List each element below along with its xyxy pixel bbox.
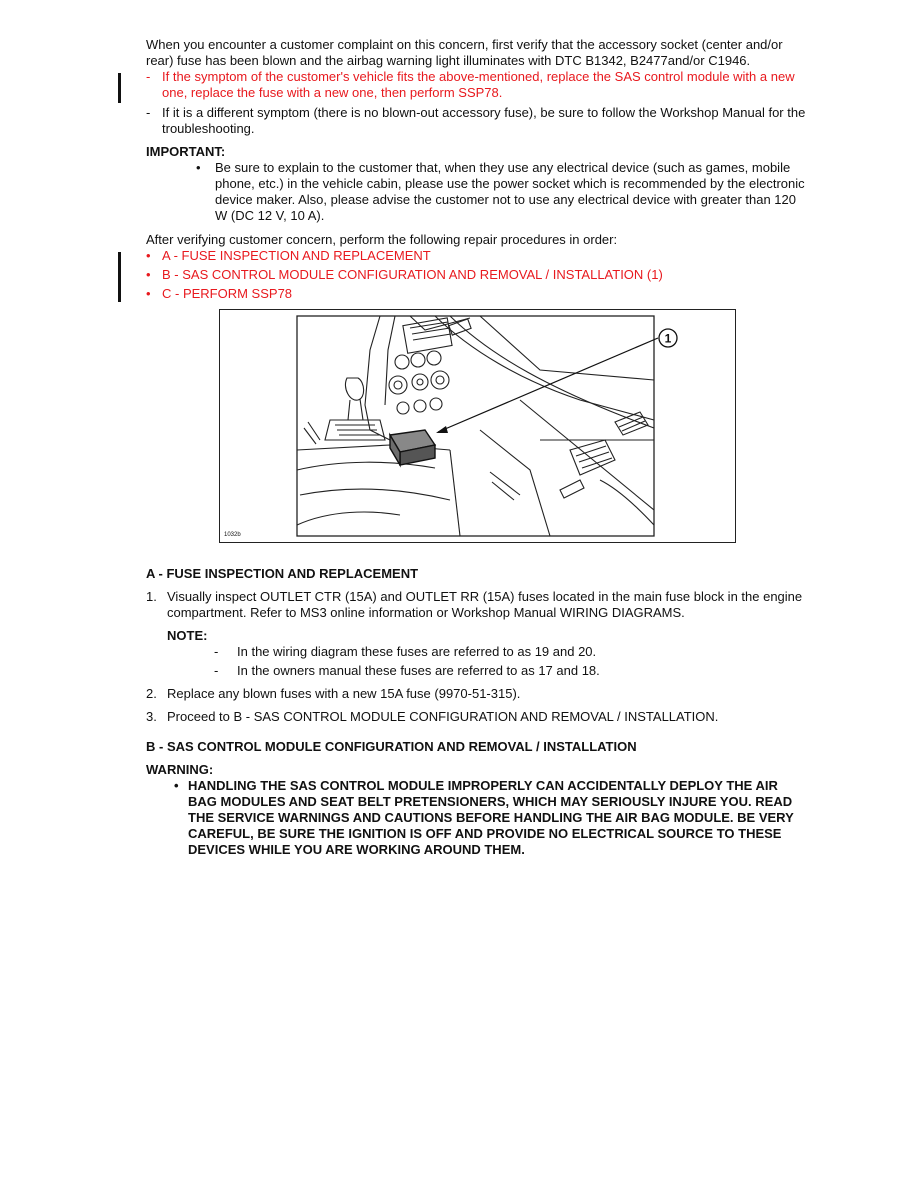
note-item	[214, 644, 774, 660]
dashboard-illustration	[219, 309, 736, 543]
warning-bullet	[174, 778, 804, 858]
intro-paragraph: When you encounter a customer complaint on this concern, first verify that the accessory socket (center and/or rear) fuse has been blown and the airbag warning light illuminates with DTC B1342, B2477and/or C1946.	[146, 37, 783, 68]
step-2	[146, 686, 810, 702]
callout-label: 1	[664, 331, 672, 346]
step-1	[146, 589, 810, 621]
procedure-item	[146, 248, 810, 264]
step-3	[146, 709, 810, 725]
warning-text: HANDLING THE SAS CONTROL MODULE IMPROPERLY CAN ACCIDENTALLY DEPLOY THE AIR BAG MODULES AND SEAT BELT PRETENSIONERS, WHICH MAY SERIOUSLY INJURE YOU. READ THE SERVICE WARNINGS AND CAUTIONS BEFORE HANDLING THE AIR BAG MODULE. BE VERY CAREFUL, BE SURE THE IGNITION IS OFF AND PROVIDE NO ELECTRICAL SOURCE TO THESE DEVICES WHILE YOU ARE WORKING AROUND THEM.	[188, 778, 794, 857]
bullet-marker: •	[146, 248, 151, 263]
note-heading: NOTE:	[167, 628, 208, 643]
dash-item-text: If the symptom of the customer's vehicle fits the above-mentioned, replace the SAS control module with a new one, replace the fuse with a new one, then perform SSP78.	[162, 69, 795, 100]
note-text: In the wiring diagram these fuses are referred to as 19 and 20.	[237, 644, 597, 659]
step-number: 3.	[146, 709, 157, 724]
section-b-heading: B - SAS CONTROL MODULE CONFIGURATION AND REMOVAL / INSTALLATION	[146, 739, 637, 754]
procedure-item	[146, 267, 810, 283]
procedure-item	[146, 286, 810, 302]
bullet-marker: •	[146, 286, 151, 301]
change-bar	[118, 252, 121, 302]
warning-heading: WARNING:	[146, 762, 214, 777]
figure-code: 1032b	[224, 532, 241, 538]
dash-item-text: If it is a different symptom (there is no blown-out accessory fuse), be sure to follow the Workshop Manual for the troubleshooting.	[162, 105, 806, 136]
procedures-intro: After verifying customer concern, perform the following repair procedures in order:	[146, 232, 618, 247]
step-number: 1.	[146, 589, 157, 604]
dash-marker: -	[146, 69, 151, 84]
dash-marker: -	[214, 644, 219, 659]
section-a-heading: A - FUSE INSPECTION AND REPLACEMENT	[146, 566, 419, 581]
procedure-text: B - SAS CONTROL MODULE CONFIGURATION AND REMOVAL / INSTALLATION (1)	[162, 267, 663, 282]
dash-item	[146, 105, 810, 137]
step-text: Visually inspect OUTLET CTR (15A) and OUTLET RR (15A) fuses located in the main fuse block in the engine compartment. Refer to MS3 online information or Workshop Manual WIRING DIAGRAMS.	[167, 589, 803, 620]
bullet-marker: •	[196, 160, 201, 175]
dash-marker: -	[146, 105, 151, 120]
step-number: 2.	[146, 686, 157, 701]
dash-marker: -	[214, 663, 219, 678]
important-bullet	[196, 160, 808, 224]
change-bar	[118, 73, 121, 103]
procedure-text: C - PERFORM SSP78	[162, 286, 293, 301]
bullet-marker: •	[146, 267, 151, 282]
note-text: In the owners manual these fuses are referred to as 17 and 18.	[237, 663, 600, 678]
dashboard-drawing	[220, 310, 735, 542]
step-text: Replace any blown fuses with a new 15A fuse (9970-51-315).	[167, 686, 521, 701]
important-text: Be sure to explain to the customer that, when they use any electrical device (such as games, mobile phone, etc.) in the vehicle cabin, please use the power socket which is recommended by the electronic device maker. Also, please advise the customer not to use any electrical device with greater than 120 W (DC 12 V, 10 A).	[215, 160, 805, 223]
procedure-text: A - FUSE INSPECTION AND REPLACEMENT	[162, 248, 431, 263]
important-heading: IMPORTANT:	[146, 144, 226, 159]
step-text: Proceed to B - SAS CONTROL MODULE CONFIGURATION AND REMOVAL / INSTALLATION.	[167, 709, 719, 724]
note-item	[214, 663, 774, 679]
dash-item-red	[146, 69, 810, 101]
bullet-marker: •	[174, 778, 179, 793]
